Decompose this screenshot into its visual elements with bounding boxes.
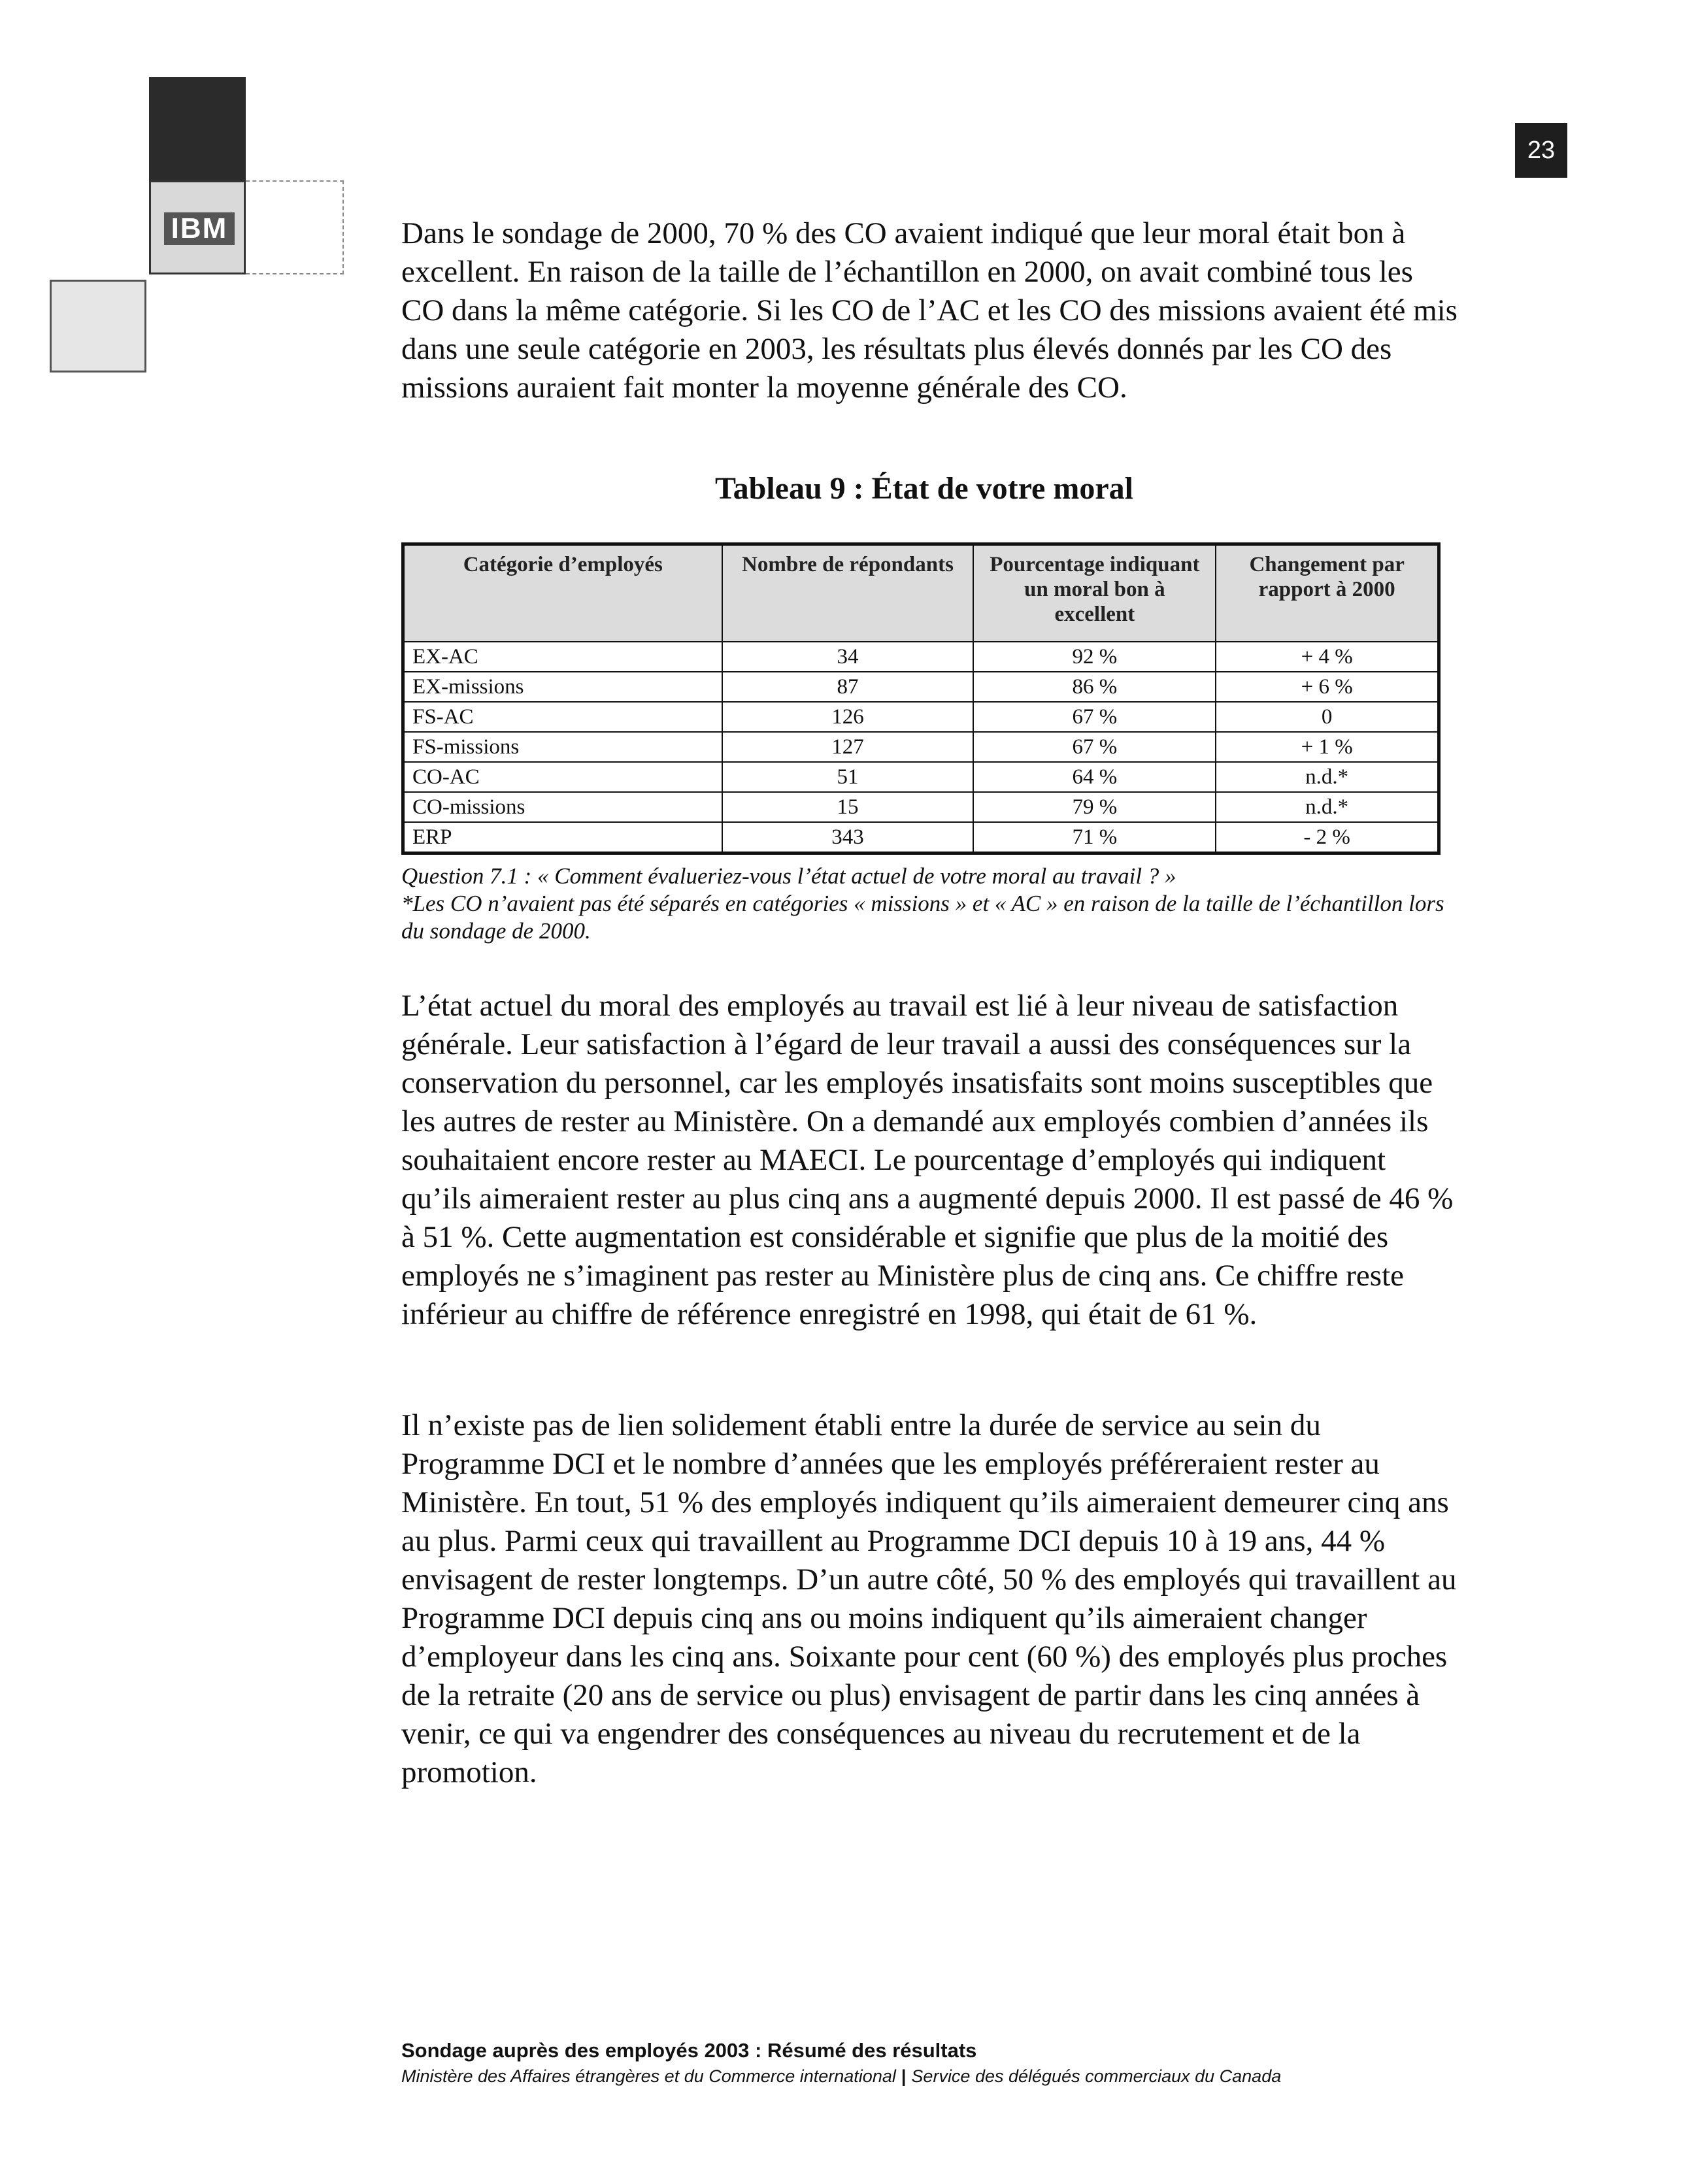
footer-service: Service des délégués commerciaux du Canada xyxy=(911,2066,1282,2086)
table-question-note: Question 7.1 : « Comment évalueriez-vous l’état actuel de votre moral au travail ? » xyxy=(401,863,1176,889)
table-row xyxy=(403,642,1439,672)
cell-respondents: 126 xyxy=(722,702,974,732)
table-row xyxy=(403,702,1439,732)
cell-change: + 1 % xyxy=(1216,732,1439,762)
header-category: Catégorie d’employés xyxy=(403,544,722,642)
decorative-square-gray xyxy=(50,280,146,372)
cell-percentage: 79 % xyxy=(973,792,1216,822)
page-number: 23 xyxy=(1515,123,1567,178)
cell-percentage: 67 % xyxy=(973,702,1216,732)
table-row xyxy=(403,672,1439,702)
morale-table xyxy=(401,542,1441,855)
cell-respondents: 87 xyxy=(722,672,974,702)
cell-category: CO-missions xyxy=(403,792,722,822)
table-row xyxy=(403,822,1439,853)
cell-change: - 2 % xyxy=(1216,822,1439,853)
table-row xyxy=(403,732,1439,762)
table-header-row xyxy=(403,544,1439,642)
cell-change: n.d.* xyxy=(1216,762,1439,792)
decorative-square-dark xyxy=(149,77,246,180)
cell-change: + 6 % xyxy=(1216,672,1439,702)
paragraph-1: Dans le sondage de 2000, 70 % des CO avaient indiqué que leur moral était bon à excellent. En raison de la taille de l’échantillon en 2000, on avait combiné tous les CO dans la même catégorie. Si les CO de l’AC et les CO des missions avaient été mis dans une seule catégorie en 2003, les résultats plus élevés donnés par les CO des missions auraient fait monter la moyenne générale des CO. xyxy=(401,216,1458,405)
cell-percentage: 64 % xyxy=(973,762,1216,792)
cell-percentage: 67 % xyxy=(973,732,1216,762)
cell-category: FS-missions xyxy=(403,732,722,762)
table-footnote: *Les CO n’avaient pas été séparés en catégories « missions » et « AC » en raison de la taille de l’échantillon lors du sondage de 2000. xyxy=(401,891,1444,944)
cell-respondents: 343 xyxy=(722,822,974,853)
table-row xyxy=(403,762,1439,792)
cell-respondents: 51 xyxy=(722,762,974,792)
cell-category: ERP xyxy=(403,822,722,853)
cell-category: EX-AC xyxy=(403,642,722,672)
ibm-logo: IBM xyxy=(164,212,235,245)
table-title: Tableau 9 : État de votre moral xyxy=(715,471,1133,506)
table-row xyxy=(403,792,1439,822)
paragraph-3: Il n’existe pas de lien solidement établi entre la durée de service au sein du Programme DCI et le nombre d’années que les employés préféreraient rester au Ministère. En tout, 51 % des employés indiquent qu’ils aimeraient demeurer cinq ans au plus. Parmi ceux qui travaillent au Programme DCI depuis 10 à 19 ans, 44 % envisagent de rester longtemps. D’un autre côté, 50 % des employés qui travaillent au Programme DCI depuis cinq ans ou moins indiquent qu’ils aimeraient changer d’employeur dans les cinq ans. Soixante pour cent (60 %) des employés plus proches de la retraite (20 ans de service ou plus) envisagent de partir dans les cinq années à venir, ce qui va engendrer des conséquences au niveau du recrutement et de la promotion. xyxy=(401,1408,1457,1789)
cell-change: 0 xyxy=(1216,702,1439,732)
header-respondents: Nombre de répondants xyxy=(722,544,974,642)
cell-category: EX-missions xyxy=(403,672,722,702)
cell-respondents: 127 xyxy=(722,732,974,762)
cell-change: + 4 % xyxy=(1216,642,1439,672)
decorative-square-outline xyxy=(246,180,344,274)
footer-ministry: Ministère des Affaires étrangères et du Commerce international xyxy=(401,2066,896,2086)
footer-separator: | xyxy=(901,2066,907,2086)
cell-change: n.d.* xyxy=(1216,792,1439,822)
cell-category: FS-AC xyxy=(403,702,722,732)
logo-square xyxy=(149,180,246,274)
cell-percentage: 71 % xyxy=(973,822,1216,853)
header-percentage: Pourcentage indiquant un moral bon à excellent xyxy=(973,544,1216,642)
footer-subtitle xyxy=(401,2066,1281,2087)
footer-title: Sondage auprès des employés 2003 : Résumé des résultats xyxy=(401,2039,977,2062)
header-change: Changement par rapport à 2000 xyxy=(1216,544,1439,642)
paragraph-2: L’état actuel du moral des employés au travail est lié à leur niveau de satisfaction générale. Leur satisfaction à l’égard de leur travail a aussi des conséquences sur la conservation du personnel, car les employés insatisfaits sont moins susceptibles que les autres de rester au Ministère. On a demandé aux employés combien d’années ils souhaitaient encore rester au MAECI. Le pourcentage d’employés qui indiquent qu’ils aimeraient rester au plus cinq ans a augmenté depuis 2000. Il est passé de 46 % à 51 %. Cette augmentation est considérable et signifie que plus de la moitié des employés ne s’imaginent pas rester au Ministère plus de cinq ans. Ce chiffre reste inférieur au chiffre de référence enregistré en 1998, qui était de 61 %. xyxy=(401,989,1454,1331)
cell-category: CO-AC xyxy=(403,762,722,792)
cell-respondents: 15 xyxy=(722,792,974,822)
cell-respondents: 34 xyxy=(722,642,974,672)
cell-percentage: 92 % xyxy=(973,642,1216,672)
cell-percentage: 86 % xyxy=(973,672,1216,702)
